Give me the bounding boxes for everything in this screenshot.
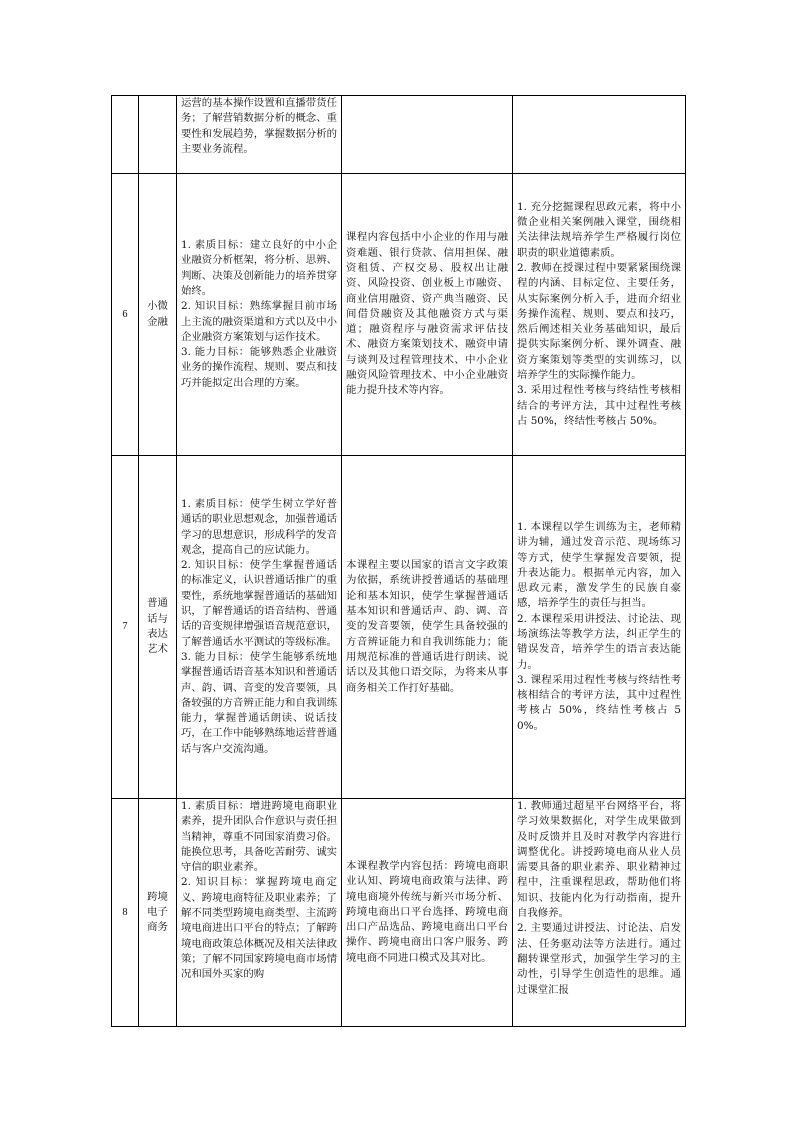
requirement-paragraph: 3. 采用过程性考核与终结性考核相结合的考评方法，其中过程性考核占 50%，终结性考核占 50%。 [517, 384, 681, 427]
requirement-paragraph: 2. 教师在授课过程中要紧紧围绕课程的内涵、目标定位、主要任务，从实际案例分析入手，进而介绍业务操作流程、规则、要点和技巧，然后阐述相关业务基础知识，最后提供实际案例分析、课外调查、融资方案策划等类型的实训练习，以培养学生的实际操作能力。 [517, 261, 681, 382]
requirement-paragraph: 2. 主要通过讲授法、讨论法、启发法、任务驱动法等方法进行。通过翻转课堂形式，加强学生学习的主动性，引导学生创造性的思维。通过课堂汇报 [517, 922, 681, 996]
requirement-paragraph: 1. 充分挖掘课程思政元素，将中小微企业相关案例融入课堂，围绕相关法律法规培养学生严格履行岗位职责的职业道德素质。 [517, 200, 681, 259]
course-objectives [177, 174, 342, 456]
course-content: 本课程教学内容包括：跨境电商职业认知、跨境电商政策与法律、跨境电商境外传统与新兴市场分析、跨境电商出口平台选择、跨境电商出口产品选品、跨境电商出口平台操作、跨境电商出口客户服务、跨境电商不同进口模式及其对比。 [342, 799, 513, 1027]
course-content [342, 96, 513, 174]
course-objectives [177, 96, 342, 174]
objective-paragraph: 运营的基本操作设置和直播带货任务；了解营销数据分析的概念、重要性和发展趋势，掌握数据分析的主要业务流程。 [181, 97, 337, 155]
objective-paragraph: 1. 素质目标：建立良好的中小企业融资分析框架，将分析、思辨、判断、决策及创新能力的培养贯穿始终。 [181, 239, 337, 297]
table-row [112, 96, 686, 174]
table-row [112, 799, 686, 1027]
objective-paragraph: 3. 能力目标：能够熟悉企业融资业务的操作流程、规则、要点和技巧并能拟定出合理的方案。 [181, 346, 337, 389]
requirement-paragraph: 1. 本课程以学生训练为主，老师精讲为辅，通过发音示范、现场练习等方式，使学生掌握发音要领，提升表达能力。根据单元内容，加入思政元素，激发学生的民族自豪感，培养学生的责任与担当。 [517, 520, 681, 610]
requirement-paragraph: 3. 课程采用过程性考核与终结性考核相结合的考评方法，其中过程性考核占 50%，终结性考核占 50%。 [517, 673, 681, 732]
course-objectives [177, 799, 342, 1027]
row-number: 7 [112, 456, 139, 799]
requirement-paragraph: 2. 本课程采用讲授法、讨论法、现场演练法等教学方法，纠正学生的错误发音，培养学生的语言表达能力。 [517, 612, 681, 671]
objective-paragraph: 3. 能力目标：使学生能够系统地掌握普通话语音基本知识和普通话声、韵、调、音变的发音要领，具备较强的方音辨正能力和自我训练能力，掌握普通话朗读、说话技巧，在工作中能够熟练地运营普通话与客户交流沟通。 [181, 650, 337, 755]
requirement-paragraph: 1. 教师通过超星平台网络平台，将学习效果数据化，对学生成果做到及时反馈并且及时对教学内容进行调整优化。讲授跨境电商从业人员需要具备的职业素养、职业精神过程中，注重课程思政，帮助他们将知识、技能内化为行动指南，提升自我修养。 [517, 800, 681, 920]
objective-paragraph: 2. 知识目标：掌握跨境电商定义、跨境电商特征及职业素养；了解不同类型跨境电商类型、主流跨境电商进出口平台的特点；了解跨境电商政策总体概况及相关法律政策；了解不同国家跨境电商市场情况和国外买家的购 [181, 876, 337, 981]
table-row [112, 456, 686, 799]
row-number: 8 [112, 799, 139, 1027]
course-table [111, 95, 686, 1027]
teaching-requirements [513, 174, 686, 456]
course-content: 本课程主要以国家的语言文字政策为依据，系统讲授普通话的基础理论和基本知识，使学生掌握普通话基本知识和普通话声、韵、调、音变的发音要领，使学生具备较强的方音辨证能力和自我训练能力；能用规范标准的普通话进行朗读、说话以及其他口语交际，为将来从事商务相关工作打好基础。 [342, 456, 513, 799]
course-objectives [177, 456, 342, 799]
objective-paragraph: 1. 素质目标：增进跨境电商职业素养，提升团队合作意识与责任担当精神，尊重不同国家消费习俗。能换位思考，具备吃苦耐劳、诚实守信的职业素养。 [181, 800, 337, 874]
teaching-requirements [513, 96, 686, 174]
teaching-requirements [513, 456, 686, 799]
teaching-requirements [513, 799, 686, 1027]
objective-paragraph: 2. 知识目标：使学生掌握普通话的标准定义，认识普通话推广的重要性，系统地掌握普通话的基础知识，了解普通话的语音结构、普通话的音变规律增强语音规范意识，了解普通话水平测试的等级标准。 [181, 559, 337, 648]
table-row [112, 174, 686, 456]
course-name: 小微 金融 [139, 174, 177, 456]
objective-paragraph: 1. 素质目标：使学生树立学好普通话的职业思想观念，加强普通话学习的思想意识，形成科学的发音观念，提高自己的应试能力。 [181, 497, 337, 556]
row-number: 6 [112, 174, 139, 456]
objective-paragraph: 2. 知识目标：熟练掌握目前市场上主流的融资渠道和方式以及中小企业融资方案策划与运作技术。 [181, 300, 337, 343]
course-name: 普通 话与 表达 艺术 [139, 456, 177, 799]
row-number [112, 96, 139, 174]
course-name: 跨境 电子 商务 [139, 799, 177, 1027]
course-content: 课程内容包括中小企业的作用与融资难题、银行贷款、信用担保、融资租赁、产权交易、股权出让融资、风险投资、创业板上市融资、商业信用融资、资产典当融资、民间借贷融资及其他融资方式与渠道；融资程序与融资需求评估技术、融资方案策划技术、融资申请与谈判及过程管理技术、中小企业融资风险管理技术、中小企业融资能力提升技术等内容。 [342, 174, 513, 456]
course-name [139, 96, 177, 174]
